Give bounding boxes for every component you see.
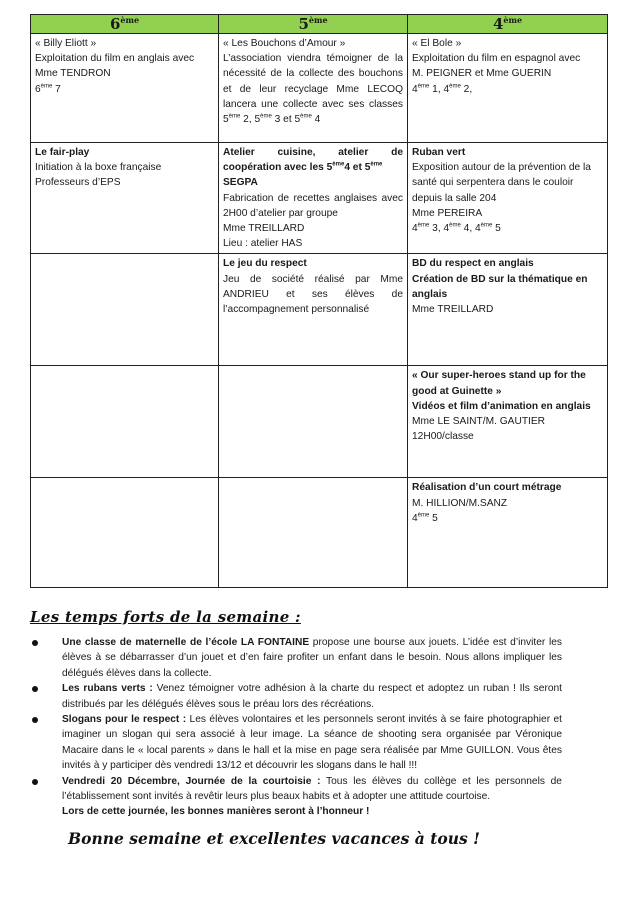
cell-text: Fabrication de recettes anglaises avec 2H00 d’atelier par groupe: [223, 192, 403, 219]
table-header-row: [31, 15, 608, 34]
cell-empty: [31, 478, 219, 588]
cell-jeu-respect: [219, 254, 408, 366]
cell-bouchons-amour: [219, 34, 408, 143]
table-row: [31, 143, 608, 254]
cell-billy-eliott: [31, 34, 219, 143]
cell-empty: [219, 478, 408, 588]
header-5eme: 5ème: [219, 15, 408, 34]
cell-super-heroes: [408, 366, 608, 478]
cell-teacher: Mme TREILLARD: [412, 304, 494, 316]
cell-el-bole: [408, 34, 608, 143]
cell-teacher: Mme LE SAINT/M. GAUTIER: [412, 416, 546, 428]
cell-classes: 4ème 1, 4ème 2,: [412, 83, 473, 95]
cell-teacher: M. PEIGNER et Mme GUERIN: [412, 68, 552, 80]
cell-location: Lieu : atelier HAS: [223, 238, 303, 250]
activities-table: [30, 14, 608, 588]
cell-title: BD du respect en anglais: [412, 258, 534, 270]
cell-text: Exploitation du film en anglais avec: [35, 53, 195, 65]
cell-text: Exploitation du film en espagnol avec: [412, 53, 581, 65]
table-row: [31, 34, 608, 143]
list-item: Une classe de maternelle de l’école LA FONTAINE propose une bourse aux jouets. L’idée est d’inviter les élèves à se débarrasser d’un jouet et d’en faire profiter un enfant dans le besoin. Nous allons impliquer les délégués élèves dans la collecte.: [30, 635, 562, 681]
cell-text: Initiation à la boxe française: [35, 162, 162, 174]
section-title: Les temps forts de la semaine :: [30, 608, 301, 626]
cell-title: « Our super-heroes stand up for the good at Guinette »: [412, 370, 586, 397]
cell-title: Le fair-play: [35, 147, 90, 158]
table-row: [31, 478, 608, 588]
bullet-icon: [32, 779, 38, 785]
cell-teacher: M. HILLION/M.SANZ: [412, 497, 508, 509]
bullet-icon: [32, 640, 38, 646]
cell-empty: [31, 366, 219, 478]
cell-bd-respect: [408, 254, 608, 366]
cell-classes: 4ème 5: [412, 512, 438, 524]
cell-title: « Les Bouchons d’Amour »: [223, 38, 346, 49]
cell-teacher: Mme PEREIRA: [412, 207, 483, 219]
list-item: Vendredi 20 Décembre, Journée de la courtoisie : Tous les élèves du collège et les personnels de l’établissement sont invités à revêtir leurs plus beaux habits et à adopter une attitude courtoise. Lors de cette journée, les bonnes manières seront à l’honneur !: [30, 774, 562, 820]
closing-message: Bonne semaine et excellentes vacances à tous !: [68, 829, 480, 848]
cell-title: « El Bole »: [412, 38, 462, 49]
cell-title: Le jeu du respect: [223, 258, 307, 270]
cell-classes: 6ème 7: [35, 83, 61, 95]
list-item: Les rubans verts : Venez témoigner votre adhésion à la charte du respect et adoptez un ruban ! Ils seront distribués par les délégués élèves sous le préau lors des récréations.: [30, 681, 562, 712]
cell-atelier-cuisine: [219, 143, 408, 254]
highlights-list: [30, 635, 562, 820]
cell-title: Atelier cuisine, atelier de coopération avec les 5ème4 et 5ème SEGPA: [223, 147, 403, 189]
cell-schedule: 12H00/classe: [412, 431, 474, 443]
table-row: [31, 254, 608, 366]
cell-teacher: Professeurs d’EPS: [35, 177, 121, 189]
list-item: Slogans pour le respect : Les élèves volontaires et les personnels seront invités à se faire photographier et imaginer un slogan qui sera associé à leur image. La séance de shooting sera organisée par Véronique Macaire dans le « local parents » dans le hall et la mise en page sera réalisée par Mme GUILLON. Vous êtes invités à y participer dès vendredi 13/12 et découvrir les slogans dans le hall !!!: [30, 712, 562, 774]
header-4eme: 4ème: [408, 15, 608, 34]
cell-ruban-vert: [408, 143, 608, 254]
cell-empty: [219, 366, 408, 478]
table-row: [31, 366, 608, 478]
cell-subtitle: Création de BD sur la thématique en anglais: [412, 273, 588, 300]
cell-title: « Billy Eliott »: [35, 38, 97, 49]
cell-fair-play: [31, 143, 219, 254]
cell-text: Exposition autour de la prévention de la santé qui serpentera dans le couloir depuis la salle 204: [412, 162, 591, 204]
header-6eme: 6ème: [31, 15, 219, 34]
cell-subtitle: Vidéos et film d’animation en anglais: [412, 400, 591, 412]
cell-teacher: Mme TENDRON: [35, 68, 111, 80]
cell-title: Ruban vert: [412, 147, 466, 158]
cell-text: Jeu de société réalisé par Mme ANDRIEU et ses élèves de l’accompagnement personnalisé: [223, 273, 403, 316]
cell-court-metrage: [408, 478, 608, 588]
cell-title: Réalisation d’un court métrage: [412, 482, 562, 494]
cell-text: L’association viendra témoigner de la nécessité de la collecte des bouchons et de leur recyclage Mme LECOQ lancera une collecte avec ses classes 5ème 2, 5ème 3 et 5ème 4: [223, 53, 403, 126]
bullet-icon: [32, 717, 38, 723]
cell-classes: 4ème 3, 4ème 4, 4ème 5: [412, 222, 501, 235]
cell-teacher: Mme TREILLARD: [223, 223, 305, 235]
cell-empty: [31, 254, 219, 366]
bullet-icon: [32, 686, 38, 692]
